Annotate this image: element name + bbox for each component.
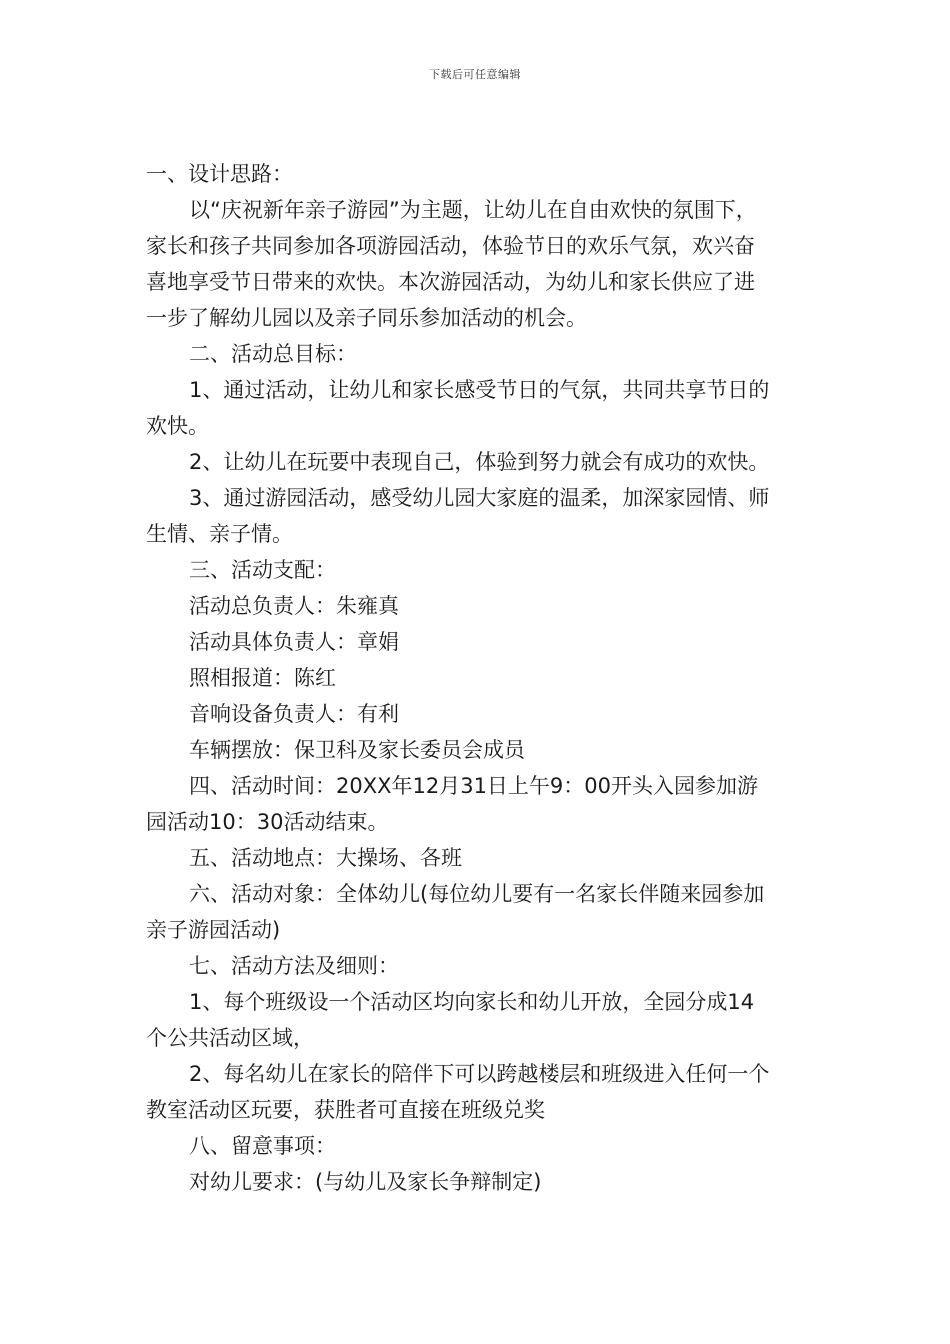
paragraph-line: 以“庆祝新年亲子游园”为主题，让幼儿在自由欢快的氛围下， bbox=[189, 198, 757, 222]
paragraph-line: 2、每名幼儿在家长的陪伴下可以跨越楼层和班级进入任何一个 bbox=[189, 1062, 770, 1086]
page-header: 下载后可任意编辑 bbox=[429, 68, 521, 81]
paragraph-line: 园活动10：30活动结束。 bbox=[146, 810, 389, 834]
paragraph-line: 教室活动区玩要，获胜者可直接在班级兑奖 bbox=[146, 1098, 545, 1122]
paragraph-line: 活动具体负责人：章娟 bbox=[189, 630, 399, 654]
paragraph-line: 照相报道：陈红 bbox=[189, 666, 336, 690]
paragraph-line: 喜地享受节日带来的欢快。本次游园活动，为幼儿和家长供应了进 bbox=[146, 270, 755, 294]
paragraph-line: 对幼儿要求：(与幼儿及家长争辩制定) bbox=[189, 1170, 542, 1194]
document-body bbox=[146, 156, 810, 1200]
paragraph-line: 三、活动支配： bbox=[189, 558, 336, 582]
paragraph-line: 车辆摆放：保卫科及家长委员会成员 bbox=[189, 738, 525, 762]
paragraph-line: 活动总负责人：朱雍真 bbox=[189, 594, 399, 618]
paragraph-line: 亲子游园活动) bbox=[146, 918, 281, 942]
paragraph-line: 音响设备负责人：有利 bbox=[189, 702, 399, 726]
paragraph-line: 2、让幼儿在玩要中表现自己，体验到努力就会有成功的欢快。 bbox=[189, 450, 770, 474]
paragraph-line: 3、通过游园活动，感受幼儿园大家庭的温柔，加深家园情、师 bbox=[189, 486, 770, 510]
paragraph-line: 生情、亲子情。 bbox=[146, 522, 293, 546]
paragraph-line: 家长和孩子共同参加各项游园活动，体验节日的欢乐气氛，欢兴奋 bbox=[146, 234, 755, 258]
paragraph-line: 八、留意事项： bbox=[189, 1134, 336, 1158]
paragraph-line: 一、设计思路： bbox=[146, 162, 293, 186]
paragraph-line: 六、活动对象：全体幼儿(每位幼儿要有一名家长伴随来园参加 bbox=[189, 882, 765, 906]
paragraph-line: 欢快。 bbox=[146, 414, 209, 438]
paragraph-line: 个公共活动区域， bbox=[146, 1026, 314, 1050]
paragraph-line: 一步了解幼儿园以及亲子同乐参加活动的机会。 bbox=[146, 306, 587, 330]
paragraph-line: 1、通过活动，让幼儿和家长感受节日的气氛，共同共享节日的 bbox=[189, 378, 770, 402]
paragraph-line: 二、活动总目标： bbox=[189, 342, 357, 366]
paragraph-line: 五、活动地点：大操场、各班 bbox=[189, 846, 462, 870]
paragraph-line: 1、每个班级设一个活动区均向家长和幼儿开放，全园分成14 bbox=[189, 990, 755, 1014]
paragraph-line: 七、活动方法及细则： bbox=[189, 954, 399, 978]
paragraph-line: 四、活动时间：20XX年12月31日上午9：00开头入园参加游 bbox=[189, 774, 759, 798]
